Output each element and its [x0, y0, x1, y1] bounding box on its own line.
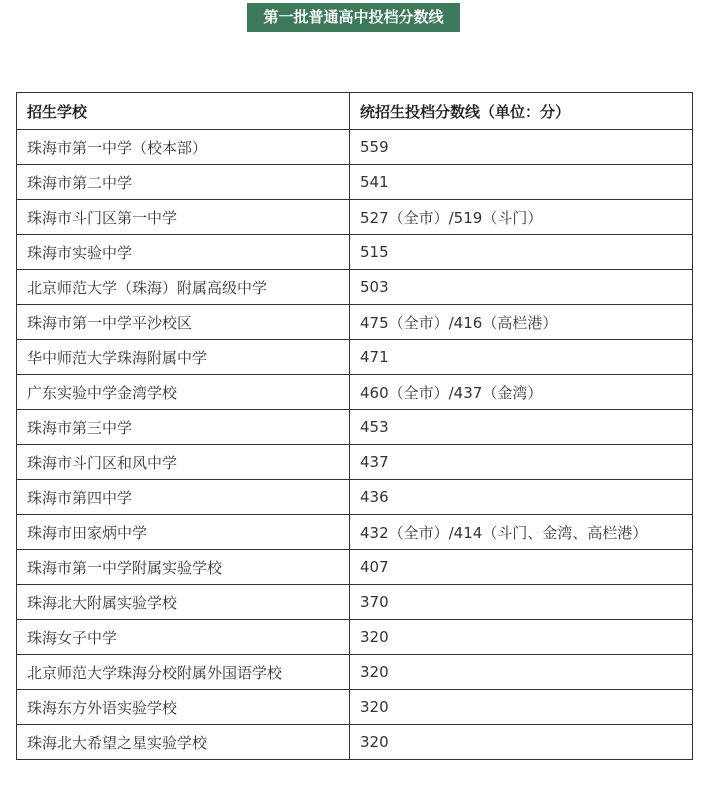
- table-row: [17, 410, 693, 445]
- school-name-cell: 珠海市第一中学（校本部）: [17, 130, 350, 165]
- table-row: [17, 340, 693, 375]
- table-row: [17, 550, 693, 585]
- school-name-cell: 珠海市斗门区和风中学: [17, 445, 350, 480]
- table-row: [17, 305, 693, 340]
- score-cell: 527（全市）/519（斗门）: [350, 200, 693, 235]
- school-name-cell: 珠海市第一中学平沙校区: [17, 305, 350, 340]
- score-cell: 407: [350, 550, 693, 585]
- table-row: [17, 375, 693, 410]
- table-row: [17, 690, 693, 725]
- table-row: [17, 725, 693, 760]
- score-cell: 437: [350, 445, 693, 480]
- table-row: [17, 655, 693, 690]
- score-cell: 370: [350, 585, 693, 620]
- score-cell: 503: [350, 270, 693, 305]
- score-cell: 320: [350, 655, 693, 690]
- score-cell: 320: [350, 690, 693, 725]
- school-name-cell: 珠海市第一中学附属实验学校: [17, 550, 350, 585]
- score-cell: 475（全市）/416（高栏港）: [350, 305, 693, 340]
- table-row: [17, 270, 693, 305]
- score-cell: 453: [350, 410, 693, 445]
- table-body: [17, 130, 693, 760]
- table-row: [17, 620, 693, 655]
- school-name-cell: 珠海市第三中学: [17, 410, 350, 445]
- table-row: [17, 130, 693, 165]
- school-name-cell: 珠海市田家炳中学: [17, 515, 350, 550]
- school-name-cell: 珠海北大附属实验学校: [17, 585, 350, 620]
- table-row: [17, 165, 693, 200]
- score-cell: 515: [350, 235, 693, 270]
- school-name-cell: 珠海女子中学: [17, 620, 350, 655]
- school-name-cell: 珠海北大希望之星实验学校: [17, 725, 350, 760]
- school-name-cell: 北京师范大学珠海分校附属外国语学校: [17, 655, 350, 690]
- school-name-cell: 珠海市斗门区第一中学: [17, 200, 350, 235]
- score-cell: 436: [350, 480, 693, 515]
- score-cell: 471: [350, 340, 693, 375]
- table-row: [17, 480, 693, 515]
- table-row: [17, 515, 693, 550]
- header-score: 统招生投档分数线（单位：分）: [350, 93, 693, 130]
- school-name-cell: 北京师范大学（珠海）附属高级中学: [17, 270, 350, 305]
- school-name-cell: 珠海市实验中学: [17, 235, 350, 270]
- school-name-cell: 珠海东方外语实验学校: [17, 690, 350, 725]
- score-cell: 460（全市）/437（金湾）: [350, 375, 693, 410]
- school-name-cell: 珠海市第四中学: [17, 480, 350, 515]
- school-name-cell: 珠海市第二中学: [17, 165, 350, 200]
- table-row: [17, 585, 693, 620]
- score-cell: 432（全市）/414（斗门、金湾、高栏港）: [350, 515, 693, 550]
- score-cell: 320: [350, 620, 693, 655]
- table-row: [17, 200, 693, 235]
- page-title-banner: 第一批普通高中投档分数线: [247, 3, 460, 32]
- table-row: [17, 235, 693, 270]
- score-cell: 541: [350, 165, 693, 200]
- score-cell: 559: [350, 130, 693, 165]
- table-row: [17, 445, 693, 480]
- school-name-cell: 华中师范大学珠海附属中学: [17, 340, 350, 375]
- admission-score-table: [16, 92, 693, 760]
- header-school: 招生学校: [17, 93, 350, 130]
- table-header-row: [17, 93, 693, 130]
- score-cell: 320: [350, 725, 693, 760]
- school-name-cell: 广东实验中学金湾学校: [17, 375, 350, 410]
